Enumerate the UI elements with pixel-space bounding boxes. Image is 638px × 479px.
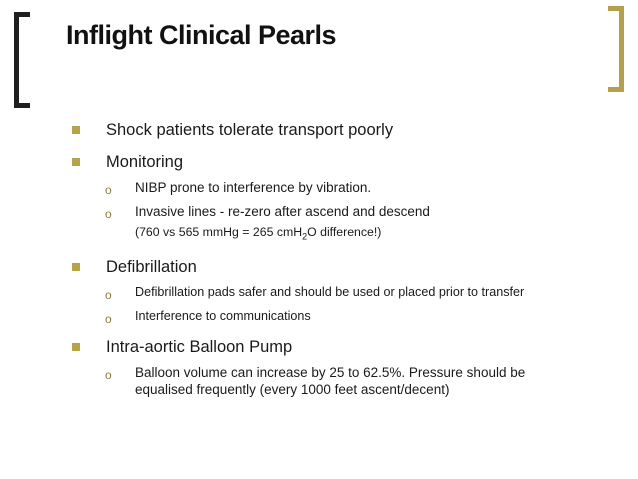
note-subscript: 2	[302, 231, 308, 242]
circle-bullet-icon: o	[105, 207, 112, 221]
bullet-item	[66, 337, 606, 357]
bullet-text: Monitoring	[106, 153, 184, 171]
circle-bullet-icon: o	[105, 312, 112, 327]
bullet-item	[66, 120, 606, 140]
square-bullet-icon	[72, 263, 80, 271]
left-bracket-decoration	[14, 12, 30, 108]
sub-bullet-item	[66, 364, 555, 398]
note-suffix: O difference!)	[307, 225, 382, 239]
circle-bullet-icon: o	[105, 368, 112, 383]
square-bullet-icon	[72, 126, 80, 134]
sub-bullet-text: NIBP prone to interference by vibration.	[135, 180, 372, 195]
bullet-list	[66, 120, 606, 410]
note-prefix: (760 vs 565 mmHg = 265 cmH	[135, 225, 303, 239]
sub-bullet-item	[66, 284, 606, 301]
right-bracket-decoration	[608, 6, 624, 92]
sub-bullet-note	[135, 224, 606, 245]
bullet-item	[66, 152, 606, 172]
sub-bullet-text: Invasive lines - re-zero after ascend and descend	[135, 204, 430, 219]
bullet-text: Shock patients tolerate transport poorly	[106, 121, 394, 139]
circle-bullet-icon: o	[105, 183, 112, 197]
bullet-item	[66, 257, 606, 277]
circle-bullet-icon: o	[105, 288, 112, 303]
bullet-group-balloon-pump	[66, 337, 606, 398]
sub-bullet-item	[66, 203, 606, 245]
square-bullet-icon	[72, 158, 80, 166]
bullet-group-monitoring	[66, 152, 606, 245]
slide-title: Inflight Clinical Pearls	[66, 20, 337, 50]
bullet-text: Intra-aortic Balloon Pump	[106, 338, 293, 357]
square-bullet-icon	[72, 343, 80, 351]
bullet-group-shock	[66, 120, 606, 140]
sub-bullet-text: Interference to communications	[135, 309, 311, 324]
sub-bullet-text: Defibrillation pads safer and should be used or placed prior to transfer	[135, 285, 525, 300]
bullet-text: Defibrillation	[106, 258, 197, 277]
sub-bullet-item	[66, 179, 606, 196]
sub-bullet-item	[66, 308, 606, 325]
bullet-group-defibrillation	[66, 257, 606, 325]
sub-bullet-text: Balloon volume can increase by 25 to 62.5%. Pressure should be equalised frequently (every 1000 feet ascent/decent)	[135, 365, 526, 398]
